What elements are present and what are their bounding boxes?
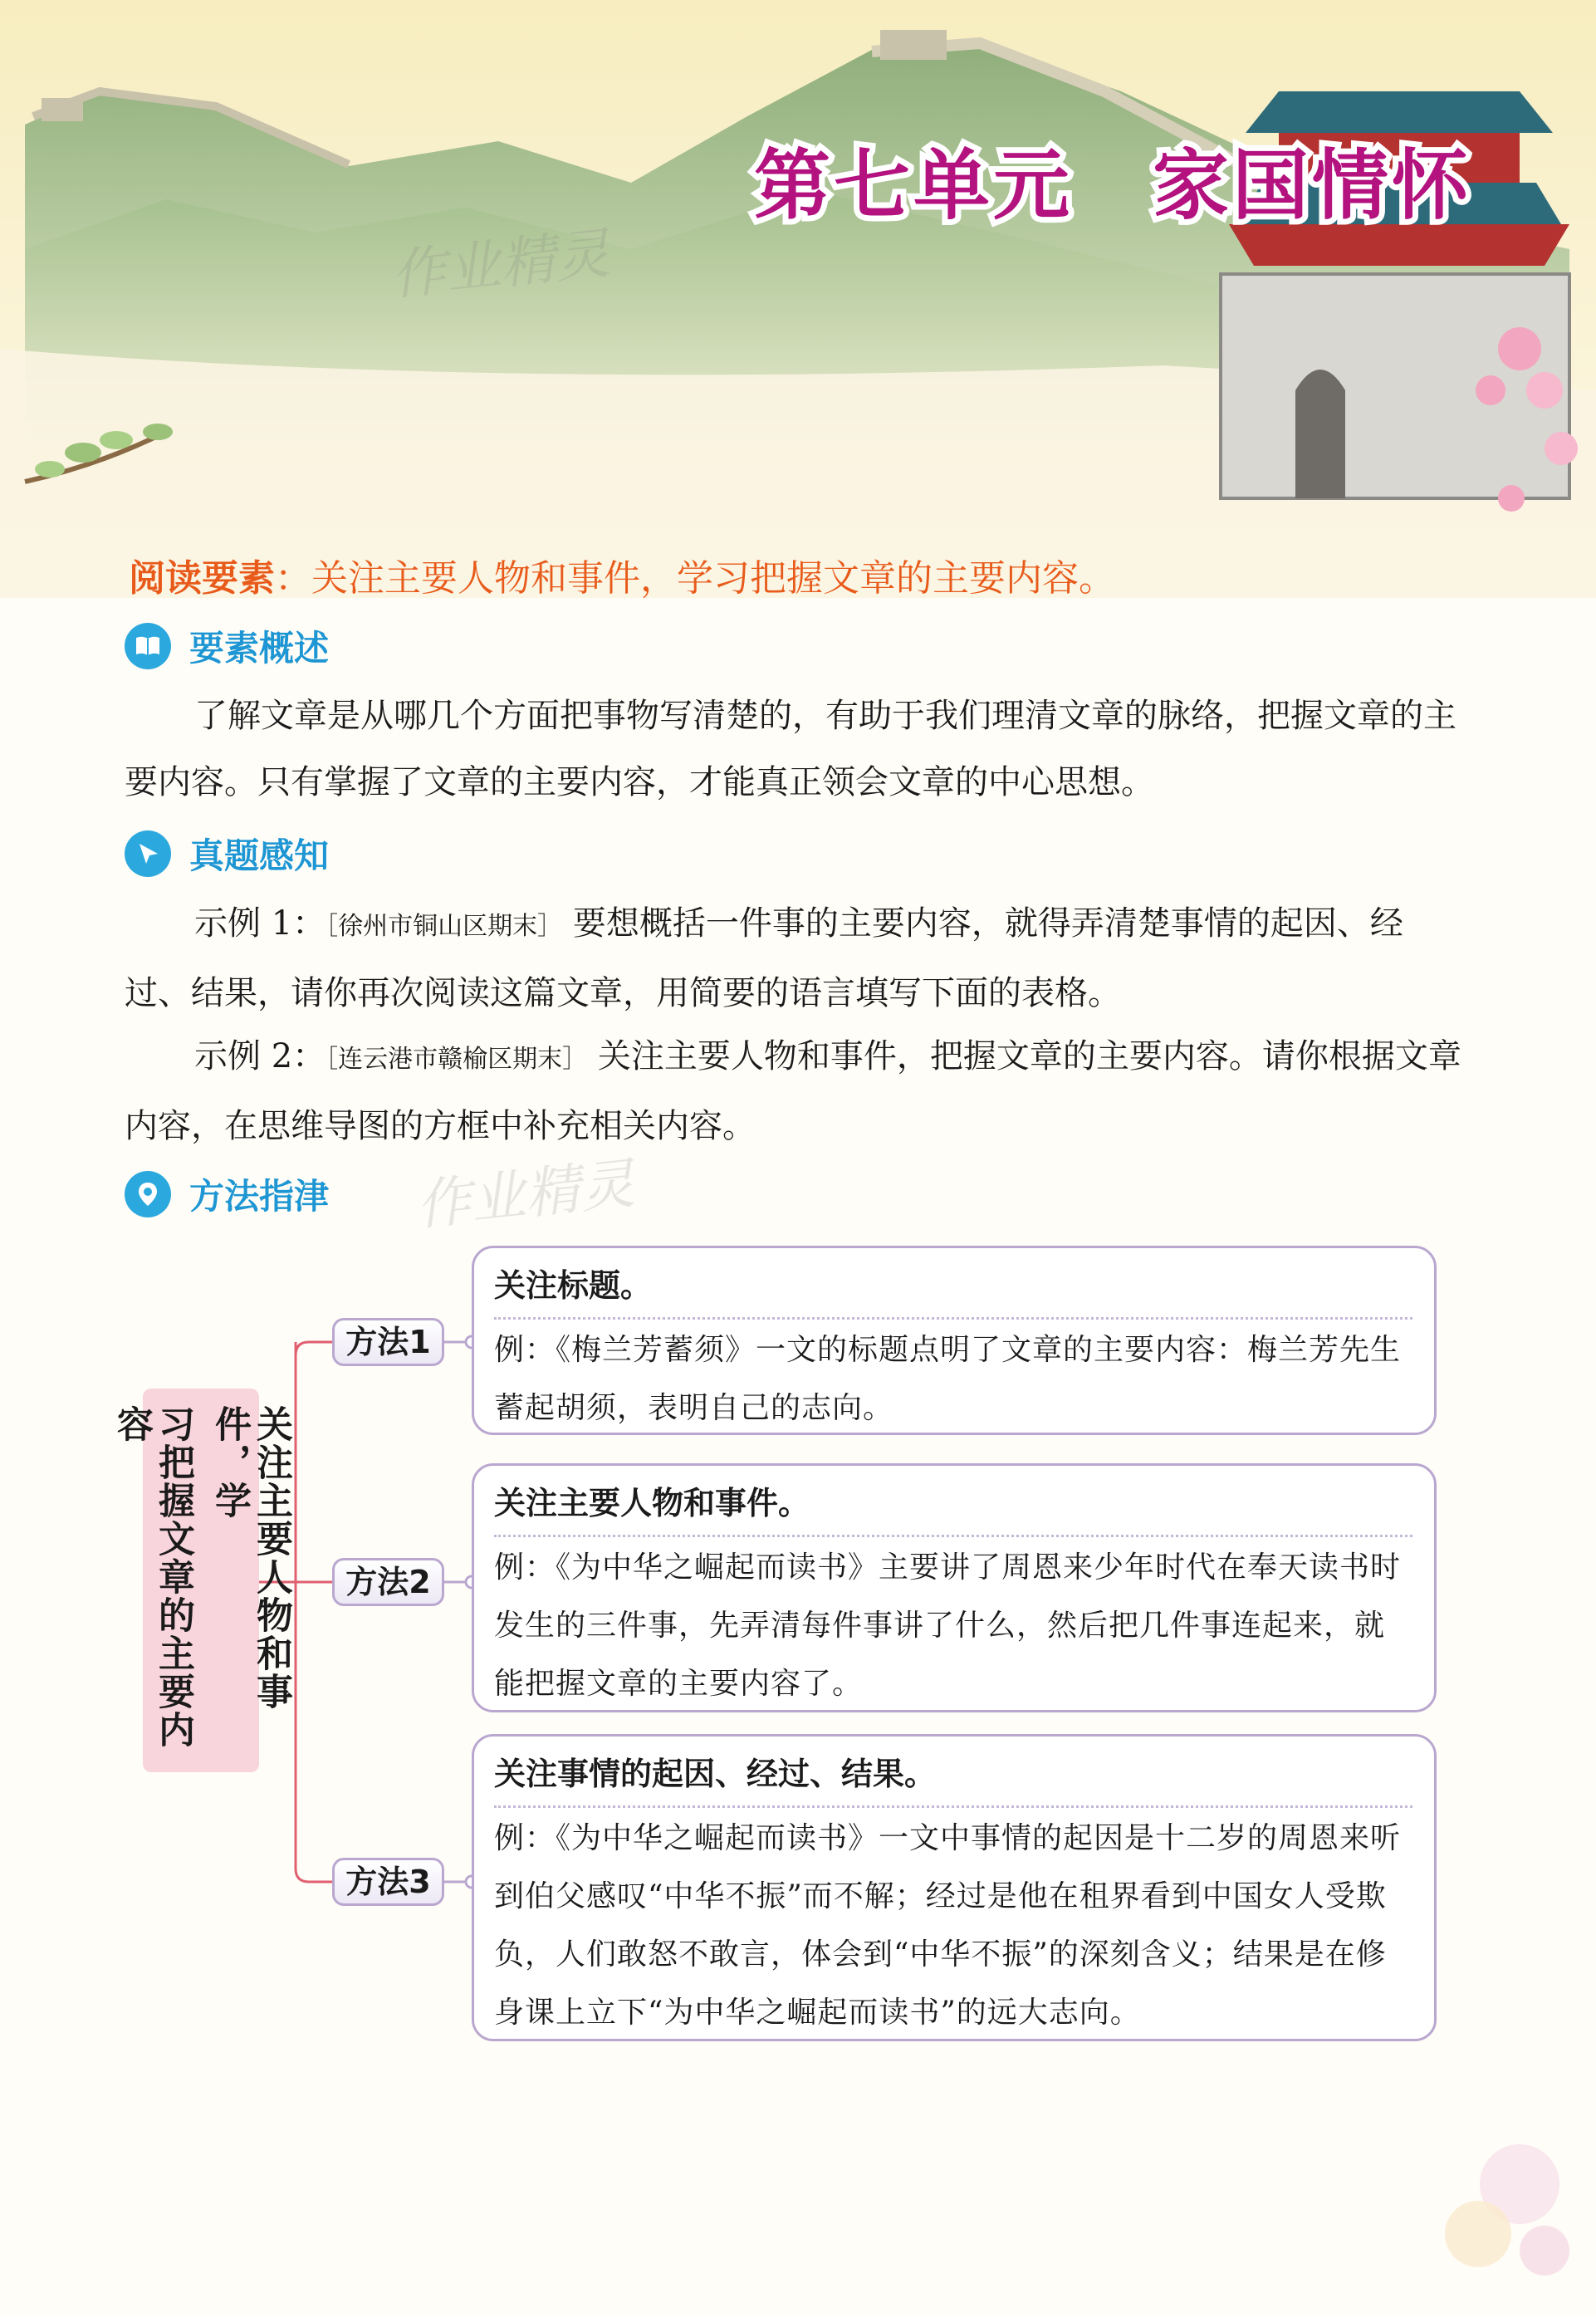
watermark: 作业精灵 (388, 221, 613, 308)
method-3-title: 关注事情的起因、经过、结果。 (494, 1748, 1412, 1808)
overview-paragraph: 了解文章是从哪几个方面把事物写清楚的，有助于我们理清文章的脉络，把握文章的主要内容。只有掌握了文章的主要内容，才能真正领会文章的中心思想。 (125, 697, 1456, 801)
book-icon (125, 623, 171, 669)
method-2-box (472, 1463, 1437, 1712)
pointer-icon (125, 830, 171, 877)
unit-title: 第七单元 家国情怀 (753, 141, 1471, 230)
example-2-source: ［连云港市赣榆区期末］ (326, 1045, 588, 1074)
method-1-box (472, 1246, 1437, 1435)
mindmap-root-line-2: 习把握文章的主要内容 (110, 1405, 194, 1749)
section-overview-title: 要素概述 (189, 628, 330, 669)
method-1-body: 例：《梅兰芳蓄须》一文的标题点明了文章的主要内容：梅兰芳先生蓄起胡须，表明自己的志向。 (494, 1333, 1402, 1425)
method-3-tag: 方法3 (332, 1858, 444, 1906)
method-2-tag: 方法2 (332, 1558, 444, 1606)
method-1-tag: 方法1 (332, 1318, 444, 1366)
section-methods-heading (125, 1169, 329, 1219)
mindmap-root-line-1: 关注主要人物和事件，学 (208, 1405, 292, 1711)
example-1-prefix: 示例 1： (194, 904, 326, 943)
reading-element (129, 548, 1115, 601)
example-2-text: 关注主要人物和事件，把握文章的主要内容。请你根据文章内容，在思维导图的方框中补充相关内容。 (125, 1037, 1461, 1145)
section-overview-heading (125, 621, 329, 671)
method-1-title: 关注标题。 (494, 1260, 1412, 1320)
method-3-box (472, 1734, 1437, 2041)
example-1-source: ［徐州市铜山区期末］ (326, 912, 563, 941)
example-1-text: 要想概括一件事的主要内容，就得弄清楚事情的起因、经过、结果，请你再次阅读这篇文章，用简要的语言填写下面的表格。 (125, 904, 1403, 1012)
method-2-body: 例：《为中华之崛起而读书》主要讲了周恩来少年时代在奉天读书时发生的三件事，先弄清每件事讲了什么，然后把几件事连起来，就能把握文章的主要内容了。 (494, 1550, 1402, 1701)
method-2-title: 关注主要人物和事件。 (494, 1477, 1412, 1537)
section-methods-title: 方法指津 (189, 1176, 330, 1217)
location-pin-icon (125, 1171, 171, 1217)
great-wall-illustration (0, 0, 1596, 598)
blossom-decoration (1428, 2126, 1586, 2292)
example-2 (125, 1023, 1461, 1159)
reading-element-label: 阅读要素 (129, 557, 275, 600)
example-1 (125, 890, 1461, 1026)
method-3-body: 例：《为中华之崛起而读书》一文中事情的起因是十二岁的周恩来听到伯父感叹“中华不振”而不解；经过是他在租界看到中国女人受欺负，人们敢怒不敢言，体会到“中华不振”的深刻含义；结果是在修身课上立下“为中华之崛起而读书”的远大志向。 (494, 1821, 1402, 2030)
example-2-prefix: 示例 2： (194, 1037, 326, 1075)
mindmap-root (110, 1389, 292, 1772)
section-real-questions-heading (125, 829, 329, 879)
watermark: 作业精灵 (413, 1151, 638, 1238)
reading-element-colon: ： (275, 557, 311, 600)
section-real-questions-title: 真题感知 (189, 835, 330, 876)
reading-element-text: 关注主要人物和事件，学习把握文章的主要内容。 (311, 557, 1115, 600)
